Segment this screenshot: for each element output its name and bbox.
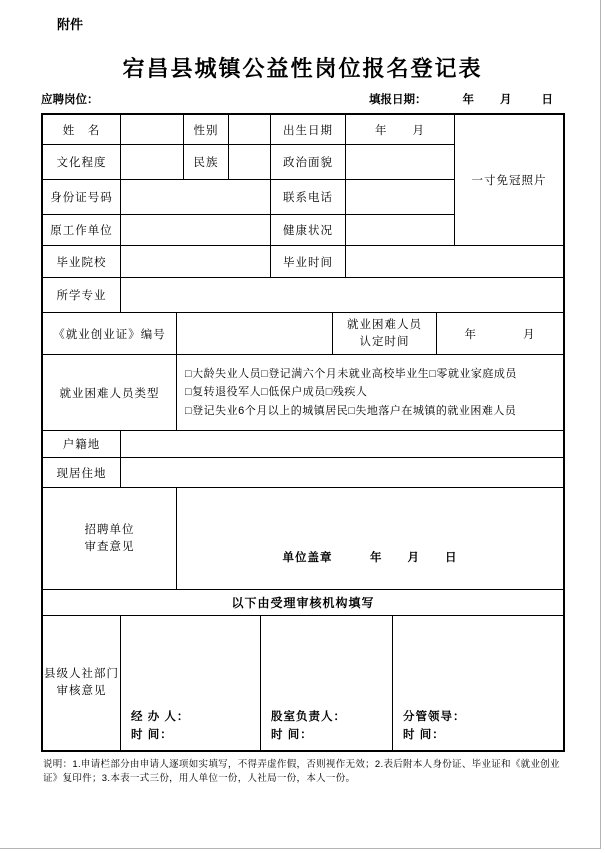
table-row bbox=[43, 458, 563, 488]
id-number-value-cell[interactable] bbox=[121, 180, 271, 214]
form-header bbox=[41, 91, 565, 107]
fill-date-month-label: 月 bbox=[500, 94, 512, 106]
phone-value-cell[interactable] bbox=[346, 180, 454, 214]
fill-date-year-label: 年 bbox=[462, 94, 474, 106]
registered-residence-label: 户籍地 bbox=[43, 431, 121, 457]
major-value-cell[interactable] bbox=[121, 278, 563, 312]
major-label: 所学专业 bbox=[43, 278, 121, 312]
table-row bbox=[43, 616, 563, 750]
difficulty-option-line[interactable]: □大龄失业人员□登记满六个月未就业高校毕业生□零就业家庭成员 bbox=[185, 368, 517, 381]
registered-residence-value-cell[interactable] bbox=[121, 431, 563, 457]
graduation-school-label: 毕业院校 bbox=[43, 246, 121, 277]
county-review-label bbox=[43, 616, 121, 750]
employer-review-label-line2: 审查意见 bbox=[84, 540, 135, 553]
fill-date-label: 填报日期： bbox=[369, 94, 427, 106]
page-title: 宕昌县城镇公益性岗位报名登记表 bbox=[122, 56, 483, 81]
difficulty-recognition-time-label bbox=[333, 313, 437, 354]
fill-date-day-label: 日 bbox=[541, 94, 553, 106]
birth-date-label: 出生日期 bbox=[271, 115, 346, 144]
table-row bbox=[43, 145, 454, 180]
table-row bbox=[43, 590, 563, 616]
handler-time-label: 时 间： bbox=[131, 729, 173, 742]
employment-cert-number-label: 《就业创业证》编号 bbox=[43, 313, 177, 354]
photo-placeholder-cell: 一寸免冠照片 bbox=[454, 115, 563, 245]
employer-review-label bbox=[43, 488, 177, 589]
leader-time-label: 时 间： bbox=[403, 729, 445, 742]
fill-date-group bbox=[369, 91, 565, 107]
section-chief-signature-cell[interactable] bbox=[261, 616, 393, 750]
graduation-time-value-cell[interactable] bbox=[346, 246, 563, 277]
gender-value-cell[interactable] bbox=[229, 115, 271, 144]
education-label: 文化程度 bbox=[43, 145, 121, 179]
position-applied-label: 应聘岗位： bbox=[41, 94, 99, 106]
id-number-label: 身份证号码 bbox=[43, 180, 121, 214]
table-row bbox=[43, 488, 563, 590]
leader-label: 分管领导： bbox=[403, 711, 466, 724]
table-row bbox=[43, 215, 454, 245]
difficulty-type-options-cell[interactable] bbox=[177, 355, 563, 430]
review-section-divider: 以下由受理审核机构填写 bbox=[231, 596, 375, 610]
unit-stamp-date-line: 单位盖章 年 月 日 bbox=[282, 552, 458, 564]
table-row bbox=[43, 180, 454, 215]
table-row bbox=[43, 115, 454, 145]
personal-info-section bbox=[43, 115, 563, 246]
difficulty-recognition-time-value-cell[interactable] bbox=[437, 313, 563, 354]
table-row bbox=[43, 313, 563, 355]
registration-form-table bbox=[41, 113, 565, 752]
graduation-time-label: 毕业时间 bbox=[271, 246, 346, 277]
employment-cert-number-value-cell[interactable] bbox=[177, 313, 333, 354]
section-chief-label: 股室负责人： bbox=[271, 711, 346, 724]
current-residence-value-cell[interactable] bbox=[121, 458, 563, 487]
table-row bbox=[43, 355, 563, 431]
section-chief-time-label: 时 间： bbox=[271, 729, 313, 742]
health-status-label: 健康状况 bbox=[271, 215, 346, 245]
gender-label: 性别 bbox=[184, 115, 229, 144]
table-row bbox=[43, 431, 563, 458]
previous-employer-label: 原工作单位 bbox=[43, 215, 121, 245]
education-value-cell[interactable] bbox=[121, 145, 184, 179]
difficulty-type-label: 就业困难人员类型 bbox=[43, 355, 177, 430]
table-row bbox=[43, 246, 563, 278]
previous-employer-value-cell[interactable] bbox=[121, 215, 271, 245]
leader-signature-cell[interactable] bbox=[393, 616, 563, 750]
difficulty-time-year-label: 年 bbox=[464, 328, 477, 341]
attachment-label: 附件 bbox=[57, 17, 84, 32]
political-status-value-cell[interactable] bbox=[346, 145, 454, 179]
handler-label: 经 办 人： bbox=[131, 711, 190, 724]
ethnicity-label: 民族 bbox=[184, 145, 229, 179]
instructions-note: 说明：1.申请栏部分由申请人逐项如实填写，不得弄虚作假，否则视作无效；2.表后附本人身份证、毕业证和《就业创业证》复印件；3.本表一式三份，用人单位一份，人社局一份，本人一份。 bbox=[43, 759, 560, 785]
graduation-school-value-cell[interactable] bbox=[121, 246, 271, 277]
personal-info-left-column bbox=[43, 115, 454, 245]
birth-date-value-cell[interactable]: 年 月 bbox=[375, 124, 425, 137]
political-status-label: 政治面貌 bbox=[271, 145, 346, 179]
employer-review-label-line1: 招聘单位 bbox=[84, 523, 135, 536]
county-review-label-line2: 审核意见 bbox=[56, 685, 107, 697]
difficulty-time-month-label: 月 bbox=[523, 328, 536, 341]
difficulty-recognition-time-label-line2: 认定时间 bbox=[359, 335, 410, 348]
health-status-value-cell[interactable] bbox=[346, 215, 454, 245]
ethnicity-value-cell[interactable] bbox=[229, 145, 271, 179]
difficulty-recognition-time-label-line1: 就业困难人员 bbox=[347, 318, 422, 331]
current-residence-label: 现居住地 bbox=[43, 458, 121, 487]
employer-review-value-cell[interactable] bbox=[177, 488, 563, 589]
handler-signature-cell[interactable] bbox=[121, 616, 261, 750]
table-row bbox=[43, 278, 563, 313]
name-label: 姓 名 bbox=[43, 115, 121, 144]
difficulty-option-line[interactable]: □登记失业6个月以上的城镇居民□失地落户在城镇的就业困难人员 bbox=[185, 404, 517, 417]
difficulty-option-line[interactable]: □复转退役军人□低保户成员□残疾人 bbox=[185, 386, 368, 399]
county-review-label-line1: 县级人社部门 bbox=[44, 668, 119, 681]
name-value-cell[interactable] bbox=[121, 115, 184, 144]
phone-label: 联系电话 bbox=[271, 180, 346, 214]
